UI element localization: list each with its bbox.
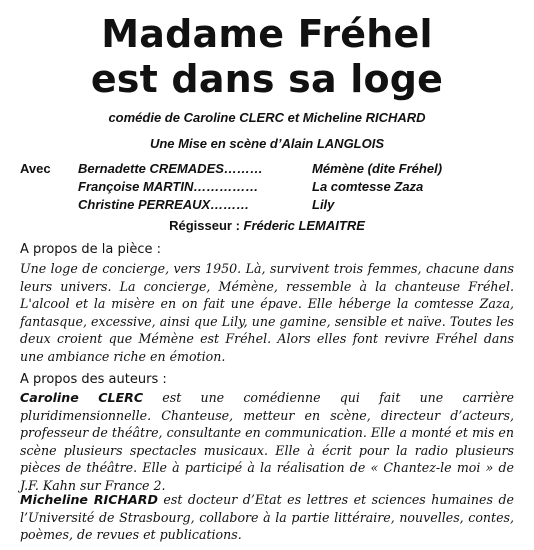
cast-row <box>20 178 442 196</box>
auteurs-heading: A propos des auteurs : <box>20 372 167 387</box>
regisseur-label: Régisseur : <box>169 218 240 233</box>
cast-role: La comtesse Zaza <box>312 179 424 194</box>
regisseur-line <box>0 218 534 233</box>
cast-actor: Françoise MARTIN…………… <box>78 179 259 194</box>
cast-row <box>20 196 442 214</box>
cast-actor: Bernadette CREMADES……… <box>78 161 263 176</box>
cast-role: Lily <box>312 197 335 212</box>
cast-list <box>20 160 442 214</box>
author-2-paragraph <box>20 491 514 544</box>
cast-row <box>20 160 442 178</box>
mise-en-scene: Une Mise en scène d’Alain LANGLOIS <box>149 136 385 151</box>
subtitle: comédie de Caroline CLERC et Micheline RICHARD <box>108 110 426 125</box>
cast-actor: Christine PERREAUX……… <box>78 197 250 212</box>
title-line-1: Madame Fréhel <box>101 12 433 56</box>
author-2-text: est docteur d’Etat es lettres et sciences humaines de l’Université de Strasbourg, collabore à la partie littéraire, nouvelles, contes, poèmes, de revues et publications. <box>20 492 514 542</box>
piece-paragraph: Une loge de concierge, vers 1950. Là, survivent trois femmes, chacune dans leurs univers. La concierge, Mémène, ressemble à la chanteuse Fréhel. L'alcool et la misère en on fait une épave. Elle héberge la comtesse Zaza, fantasque, excessive, ainsi que Lily, une gamine, sensible et naïve. Toutes les deux croient que Mémène est Fréhel. Alors elles font revivre Fréhel dans une ambiance riche en émotion. <box>20 261 514 364</box>
author-2-name: Micheline RICHARD <box>20 492 158 507</box>
cast-lead-label: Avec <box>20 161 51 176</box>
regisseur-name: Fréderic LEMAITRE <box>243 218 365 233</box>
author-1-paragraph <box>20 389 514 494</box>
author-1-name: Caroline CLERC <box>20 390 144 405</box>
piece-heading: A propos de la pièce : <box>20 242 162 257</box>
author-1-text: est une comédienne qui fait une carrière pluridimensionnelle. Chanteuse, metteur en scène, directeur d’acteurs, professeur de théâtre, consultante en communication. Elle a monté et mis en scène plusieurs spectacles musicaux. Elle à écrit pour la radio plusieurs pièces de théâtre. Elle à participé à la réalisation de « Chantez-le moi » de J.F. Kahn sur France 2. <box>20 390 514 493</box>
cast-role: Mémène (dite Fréhel) <box>312 161 443 176</box>
title-line-2: est dans sa loge <box>90 57 444 101</box>
